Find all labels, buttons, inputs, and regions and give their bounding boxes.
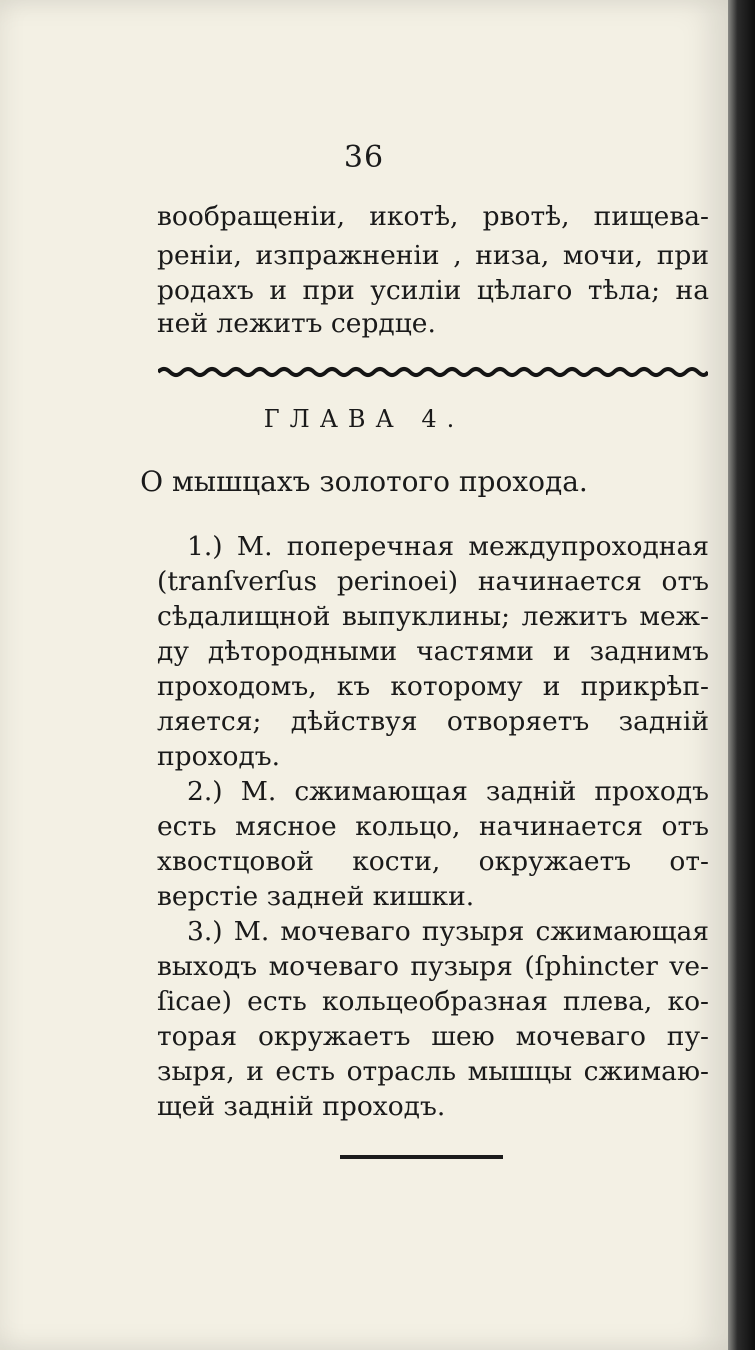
text-line: вообращенiи, икотѣ, рвотѣ, пищева- bbox=[157, 201, 709, 232]
text-line: проходъ. bbox=[157, 741, 281, 772]
text-line: (tranſverſus perinoei) начинается отъ bbox=[157, 566, 709, 597]
text-line: есть мясное кольцо, начинается отъ bbox=[157, 811, 709, 842]
text-line: ренiи, изпражненiи , низа, мочи, при bbox=[157, 240, 709, 271]
text-line: ней лежитъ сердце. bbox=[157, 308, 436, 339]
text-line: 2.) М. сжимающая заднiй проходъ bbox=[187, 776, 709, 807]
text-line: ду дѣтородными частями и заднимъ bbox=[157, 636, 709, 667]
page-edge bbox=[728, 0, 755, 1350]
text-line: проходомъ, къ которому и прикрѣп- bbox=[157, 671, 709, 702]
text-line: выходъ мочеваго пузыря (ſphincter ve- bbox=[157, 951, 709, 982]
text-line: 3.) М. мочеваго пузыря сжимающая bbox=[187, 916, 709, 947]
text-line: зыря, и есть отрасль мышцы сжимаю- bbox=[157, 1056, 709, 1087]
chapter-title: О мышцахъ золотого прохода. bbox=[140, 465, 588, 498]
text-line: верстiе задней кишки. bbox=[157, 881, 475, 912]
text-line: ſicae) есть кольцеобразная плева, ко- bbox=[157, 986, 709, 1017]
text-line: хвостцовой кости, окружаетъ от- bbox=[157, 846, 709, 877]
text-line: сѣдалищной выпуклины; лежитъ меж- bbox=[157, 601, 709, 632]
text-line: 1.) М. поперечная междупроходная bbox=[187, 531, 709, 562]
text-line: щей заднiй проходъ. bbox=[157, 1091, 446, 1122]
end-rule bbox=[340, 1155, 503, 1159]
ornamental-divider bbox=[158, 364, 708, 380]
text-line: ляется; дѣйствуя отворяетъ заднiй bbox=[157, 706, 709, 737]
page-number: 36 bbox=[343, 140, 385, 175]
chapter-heading: ГЛАВА 4. bbox=[263, 405, 465, 433]
text-line: родахъ и при усилiи цѣлаго тѣла; на bbox=[157, 275, 709, 306]
text-line: торая окружаетъ шею мочеваго пу- bbox=[157, 1021, 709, 1052]
